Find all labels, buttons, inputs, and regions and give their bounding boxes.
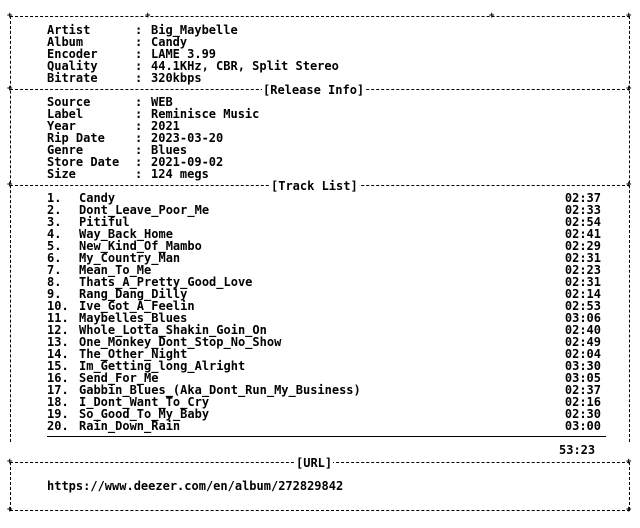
top-left-corner: + [7, 11, 13, 21]
info-separator: : [135, 131, 143, 145]
track-number: 12. [47, 323, 69, 337]
info-label: Genre [47, 143, 84, 157]
track-title: So_Good_To_My_Baby [79, 407, 210, 421]
info-value: Big_Maybelle [151, 23, 238, 37]
track-duration: 02:04 [564, 347, 601, 361]
track-duration: 02:53 [564, 299, 601, 313]
track-duration: 03:30 [564, 359, 601, 373]
track-title: Way_Back_Home [79, 227, 173, 241]
info-label: Quality [47, 59, 98, 73]
top-right-marker: + [489, 11, 495, 21]
track-number: 10. [47, 299, 69, 313]
info-separator: : [135, 107, 143, 121]
release-left-corner: + [7, 84, 13, 94]
track-number: 7. [47, 263, 62, 277]
track-row [47, 420, 601, 432]
left-border-url [10, 462, 11, 510]
track-number: 2. [47, 203, 62, 217]
track-number: 20. [47, 419, 69, 433]
bottom-left-corner: + [7, 505, 13, 515]
track-duration: 02:40 [564, 323, 601, 337]
top-rule [10, 16, 630, 17]
info-label: Encoder [47, 47, 98, 61]
album-url[interactable]: https://www.deezer.com/en/album/272829842 [47, 479, 344, 493]
track-title: Thats_A_Pretty_Good_Love [79, 275, 253, 289]
track-duration: 03:05 [564, 371, 601, 385]
track-number: 11. [47, 311, 69, 325]
track-number: 6. [47, 251, 62, 265]
track-duration: 02:31 [564, 275, 601, 289]
info-separator: : [135, 167, 143, 181]
track-title: Mean_To_Me [79, 263, 152, 277]
total-duration: 53:23 [559, 443, 596, 457]
track-number: 19. [47, 407, 69, 421]
track-number: 14. [47, 347, 69, 361]
url-left-corner: + [7, 457, 13, 467]
track-number: 17. [47, 383, 69, 397]
info-separator: : [135, 155, 143, 169]
url-right-corner: + [626, 457, 632, 467]
track-title: Gabbin_Blues_(Aka_Dont_Run_My_Business) [79, 383, 361, 397]
right-border [629, 16, 630, 442]
track-duration: 02:41 [564, 227, 601, 241]
track-duration: 02:33 [564, 203, 601, 217]
info-separator: : [135, 95, 143, 109]
track-title: Rang_Dang_Dilly [79, 287, 188, 301]
track-number: 13. [47, 335, 69, 349]
track-title: Pitiful [79, 215, 130, 229]
info-value: 320kbps [151, 71, 202, 85]
info-row [47, 72, 202, 84]
track-duration: 02:16 [564, 395, 601, 409]
track-duration: 03:00 [564, 419, 601, 433]
info-value: 2023-03-20 [151, 131, 224, 145]
track-title: Rain_Down_Rain [79, 419, 181, 433]
track-title: One_Monkey_Dont_Stop_No_Show [79, 335, 282, 349]
track-title: The_Other_Night [79, 347, 188, 361]
track-number: 9. [47, 287, 62, 301]
info-label: Year [47, 119, 76, 133]
info-value: Candy [151, 35, 188, 49]
release-right-corner: + [626, 84, 632, 94]
track-list-title: [Track List] [271, 179, 358, 193]
track-number: 15. [47, 359, 69, 373]
info-label: Artist [47, 23, 91, 37]
track-title: Im_Getting_long_Alright [79, 359, 246, 373]
track-duration: 02:49 [564, 335, 601, 349]
info-label: Label [47, 107, 84, 121]
bottom-rule [10, 510, 630, 511]
info-row [47, 168, 209, 180]
info-label: Source [47, 95, 91, 109]
info-separator: : [135, 143, 143, 157]
track-duration: 02:37 [564, 191, 601, 205]
info-label: Size [47, 167, 76, 181]
total-divider [47, 436, 606, 437]
track-title: Maybelles_Blues [79, 311, 188, 325]
track-duration: 02:29 [564, 239, 601, 253]
track-title: Send_For_Me [79, 371, 159, 385]
info-value: WEB [151, 95, 173, 109]
right-border-url [629, 462, 630, 510]
info-separator: : [135, 47, 143, 61]
track-title: Dont_Leave_Poor_Me [79, 203, 210, 217]
track-number: 3. [47, 215, 62, 229]
track-title: Ive_Got_A_Feelin [79, 299, 195, 313]
track-duration: 02:23 [564, 263, 601, 277]
info-separator: : [135, 71, 143, 85]
track-number: 1. [47, 191, 62, 205]
info-separator: : [135, 119, 143, 133]
track-duration: 02:30 [564, 407, 601, 421]
track-row [47, 204, 601, 216]
info-label: Store Date [47, 155, 120, 169]
track-number: 5. [47, 239, 62, 253]
info-separator: : [135, 23, 143, 37]
left-border [10, 16, 11, 442]
track-title: Whole_Lotta_Shakin_Goin_On [79, 323, 267, 337]
track-number: 4. [47, 227, 62, 241]
top-right-corner: + [626, 11, 632, 21]
top-mid-marker: + [145, 11, 151, 21]
track-title: Candy [79, 191, 116, 205]
track-duration: 02:14 [564, 287, 601, 301]
track-number: 8. [47, 275, 62, 289]
track-title: New_Kind_Of_Mambo [79, 239, 202, 253]
track-duration: 02:54 [564, 215, 601, 229]
url-title: [URL] [296, 456, 333, 470]
track-duration: 03:06 [564, 311, 601, 325]
bottom-right-corner: + [626, 505, 632, 515]
track-left-corner: + [7, 180, 13, 190]
info-label: Album [47, 35, 84, 49]
track-number: 18. [47, 395, 69, 409]
info-value: 124 megs [151, 167, 209, 181]
info-value: 2021 [151, 119, 180, 133]
track-title: My_Country_Man [79, 251, 181, 265]
info-separator: : [135, 35, 143, 49]
info-separator: : [135, 59, 143, 73]
track-duration: 02:31 [564, 251, 601, 265]
release-info-title: [Release Info] [263, 83, 365, 97]
info-value: 2021-09-02 [151, 155, 224, 169]
track-right-corner: + [626, 180, 632, 190]
info-label: Bitrate [47, 71, 98, 85]
info-value: Blues [151, 143, 188, 157]
info-value: 44.1KHz, CBR, Split Stereo [151, 59, 339, 73]
track-duration: 02:37 [564, 383, 601, 397]
info-label: Rip Date [47, 131, 105, 145]
track-number: 16. [47, 371, 69, 385]
info-value: LAME 3.99 [151, 47, 217, 61]
track-title: I_Dont_Want_To_Cry [79, 395, 210, 409]
info-value: Reminisce Music [151, 107, 260, 121]
